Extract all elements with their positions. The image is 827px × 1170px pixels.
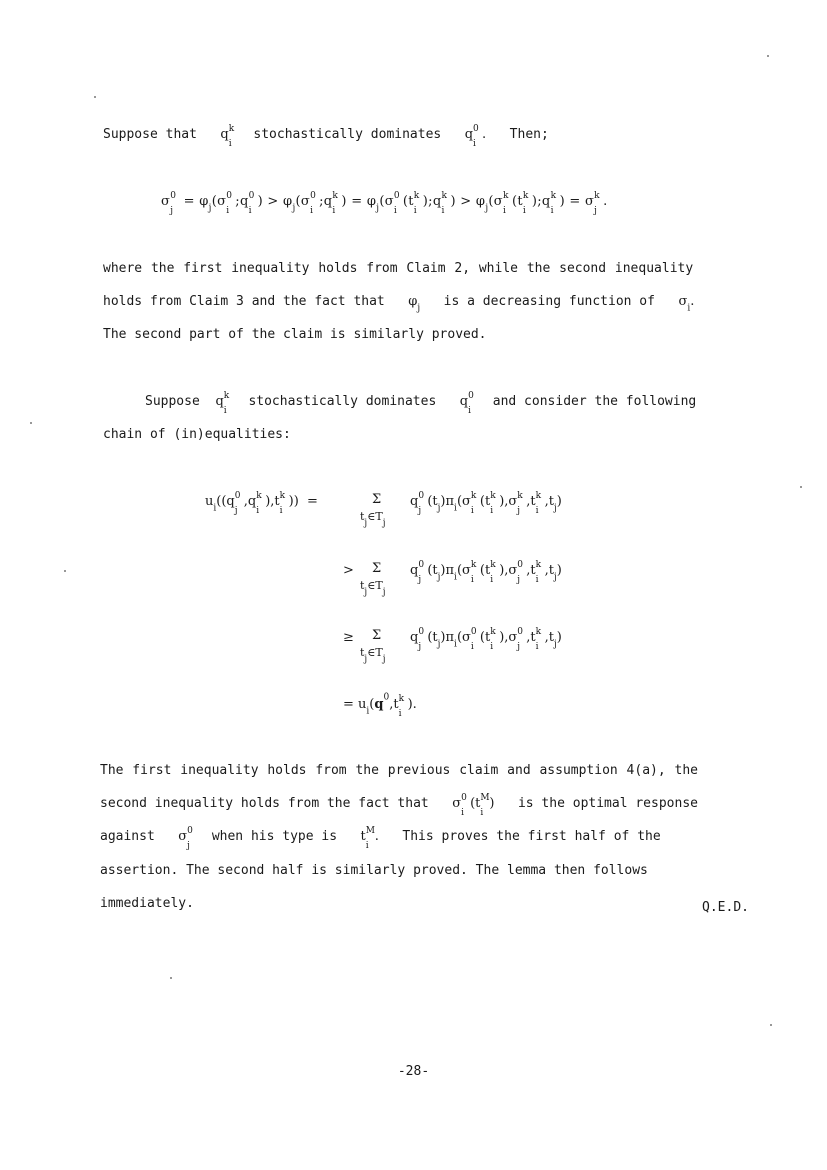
text-decreasing-function: is a decreasing function of: [443, 294, 655, 309]
paragraph-4-line-5: immediately.: [100, 896, 194, 911]
chain-last: = $u_i(q^0,t$ k i ).: [343, 692, 417, 719]
text-stochastically-dominates: stochastically dominates: [253, 127, 442, 142]
scan-speck: [94, 96, 96, 98]
paragraph-4-line-1: The first inequality holds from the previous claim and assumption 4(a), the: [100, 763, 698, 778]
chain-term-2: q 0 j $(t_j)\pi_i(\sigma$ k i (t k i ),σ 0 j ,t k i $,t_j$): [410, 560, 562, 585]
chain-term-1: q 0 j $(t_j)\pi_i(\sigma$ k i (t k i ),σ k j ,t k i $,t_j$): [410, 491, 562, 516]
math-sigma-j-0: σ 0 j: [178, 826, 193, 851]
paragraph-1-line-1: [103, 124, 549, 149]
paragraph-3-line-2: chain of (in)equalities:: [103, 427, 291, 442]
scan-speck: [30, 422, 32, 424]
paragraph-2-line-3: The second part of the claim is similarly proved.: [103, 327, 487, 342]
text-second-inequality: second inequality holds from the fact that: [100, 796, 429, 811]
scan-speck: [170, 977, 172, 979]
paragraph-2-line-2: [103, 294, 695, 314]
text-when-his-type: when his type is: [211, 829, 338, 844]
text-suppose-that: Suppose that: [103, 127, 197, 142]
math-phi-j: $\varphi_j$: [408, 294, 421, 314]
math-q-i-0: q 0 i: [459, 391, 474, 416]
scan-speck: [800, 486, 802, 488]
text-stochastically-dominates: stochastically dominates: [248, 394, 437, 409]
scan-speck: [770, 1024, 772, 1026]
text-consider-following: and consider the following: [492, 394, 697, 409]
scan-speck: [767, 55, 769, 57]
document-page: Suppose that q k i stochastically dominates q 0 i . Then; σ 0 j = $\varphi_j(\sigma$ 0 i ;q 0 i ) > $\varphi_j(\sigma$ 0 i ;q k i ) = $\varphi_j(\sigma$ 0 i (t k i );q k i ) > $\varphi_j(\sigma$ k i (t k i );q k i ) = σ k j . where the first inequality holds from Claim 2, while the second inequality holds from Claim 3 and the fact that $\varphi_j$ is a decreasing function of $\sigma_i$. The second part of the claim is similarly proved. Suppose q k i stochastically dominates q 0 i and consider the following chain of (in)equalities: $u_i((q$ 0 j ,q k i ),t k i )) = Σ $t_j\in T_j$ q 0 j $(t_j)\pi_i(\sigma$ k i (t k i ),σ k j ,t k i $,t_j$) > Σ $t_j\in T_j$ q 0 j $(t_j)\pi_i(\sigma$ k i (t k i ),σ 0 j ,t k i $,t_j$) ≥ Σ $t_j\in T_j$ q 0 j $(t_j)\pi_i(\sigma$ 0 i (t k i ),σ 0 j ,t k i $,t_j$) = $u_i(q^0,t$ k i ). The first inequality holds from the previous claim and assumption 4(a), the second inequality holds from the fact that σ 0 i (t M i ) is the optimal response against σ 0 j when his type is t M i . This proves the first half of the assertion. The second half is similarly proved. The lemma then follows immediately. Q.E.D. -28-: [0, 0, 827, 1170]
math-t-i-m: t M i .: [360, 826, 379, 851]
scan-speck: [64, 570, 66, 572]
text-then: Then;: [509, 127, 549, 142]
text-optimal-response: is the optimal response: [517, 796, 698, 811]
text-holds-from-claim-3: holds from Claim 3 and the fact that: [103, 294, 385, 309]
paragraph-4-line-4: assertion. The second half is similarly proved. The lemma then follows: [100, 863, 648, 878]
chain-geq: ≥: [343, 630, 354, 645]
text-suppose: Suppose: [145, 394, 200, 409]
math-q-i-k: q k i: [215, 391, 230, 416]
paragraph-2-line-1: where the first inequality holds from Claim 2, while the second inequality: [103, 261, 694, 276]
math-sigma-i: $\sigma_i$.: [678, 294, 695, 314]
paragraph-4-line-2: [100, 793, 698, 818]
chain-lhs: $u_i((q$ 0 j ,q k i ),t k i )) =: [205, 491, 318, 516]
text-this-proves: This proves the first half of the: [402, 829, 661, 844]
chain-term-3: q 0 j $(t_j)\pi_i(\sigma$ 0 i (t k i ),σ 0 j ,t k i $,t_j$): [410, 627, 562, 652]
page-number: -28-: [397, 1064, 430, 1079]
paragraph-3-line-1: [145, 391, 697, 416]
equation-1: σ 0 j = $\varphi_j(\sigma$ 0 i ;q 0 i ) > $\varphi_j(\sigma$ 0 i ;q k i ) = $\varphi_j(\sigma$ 0 i (t k i );q k i ) > $\varphi_j(\sigma$ k i (t k i );q k i ) = σ k j .: [161, 191, 608, 216]
math-q-i-k: q k i: [220, 124, 235, 149]
chain-gt: >: [343, 563, 354, 578]
qed-mark: Q.E.D.: [702, 900, 749, 915]
math-q-i-0: q 0 i .: [464, 124, 487, 149]
paragraph-4-line-3: [100, 826, 661, 851]
text-against: against: [100, 829, 155, 844]
math-sigma-i-0-t-i-m: σ 0 i (t M i ): [452, 793, 495, 818]
